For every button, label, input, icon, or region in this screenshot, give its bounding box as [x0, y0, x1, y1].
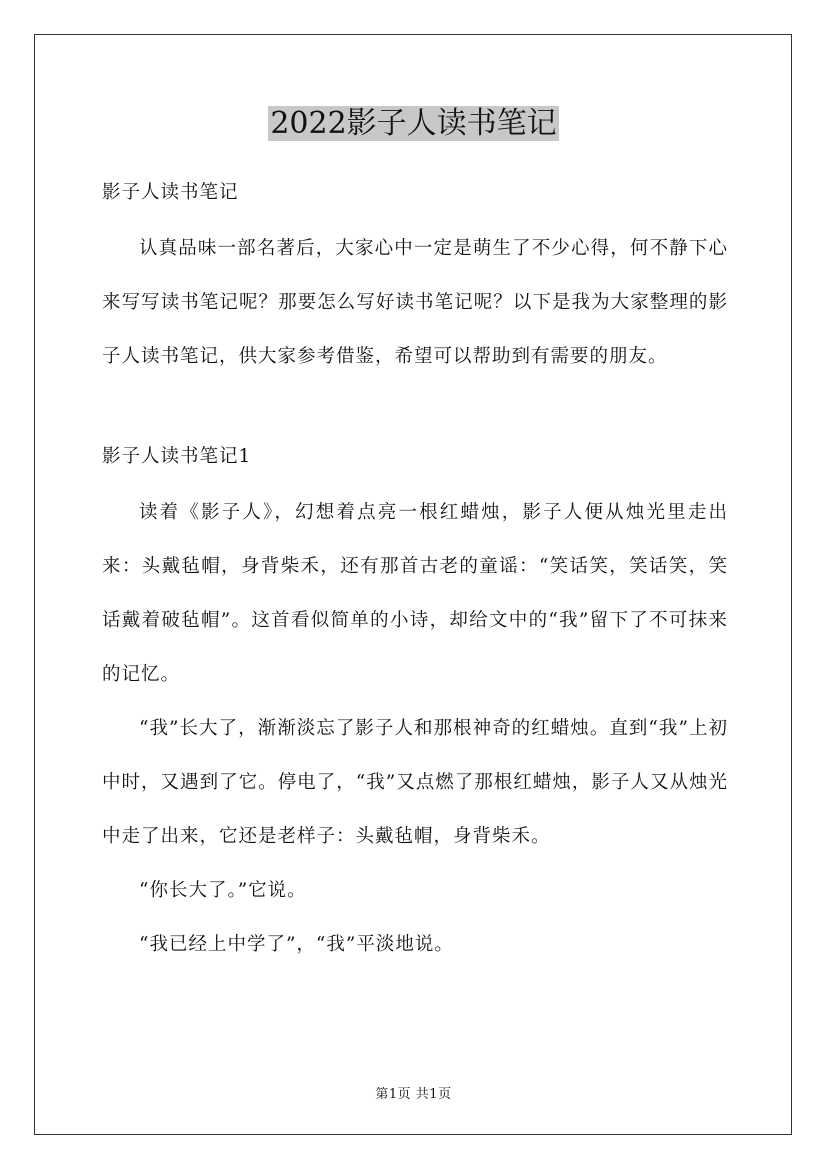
section-1-paragraph: 读着《影子人》，幻想着点亮一根红蜡烛，影子人便从烛光里走出来：头戴毡帽，身背柴禾，还有那首古老的童谣：“笑话笑，笑话笑，笑话戴着破毡帽”。这首看似简单的小诗，却给文中的“我”留下了不可抹来的记忆。 — [102, 502, 728, 685]
page-number-label: 第1页 共1页 — [375, 1087, 452, 1102]
intro-heading: 影子人读书笔记 — [102, 182, 239, 203]
section-1-paragraph: “你长大了。”它说。 — [139, 880, 307, 901]
intro-paragraph: 认真品味一部名著后，大家心中一定是萌生了不少心得，何不静下心来写写读书笔记呢？那要怎么写好读书笔记呢？以下是我为大家整理的影子人读书笔记，供大家参考借鉴，希望可以帮助到有需要的朋友。 — [102, 238, 728, 367]
spacer — [102, 384, 728, 438]
spacer — [102, 476, 728, 486]
spacer — [102, 212, 728, 222]
section-1-paragraph: “我已经上中学了”，“我”平淡地说。 — [139, 934, 454, 955]
section-1-paragraph: “我”长大了，渐渐淡忘了影子人和那根神奇的红蜡烛。直到“我”上初中时，又遇到了它。停电了，“我”又点燃了那根红蜡烛，影子人又从烛光中走了出来，它还是老样子：头戴毡帽，身背柴禾。 — [102, 718, 728, 847]
page-footer — [0, 1083, 827, 1102]
document-title-text: 2022影子人读书笔记 — [270, 106, 557, 141]
document-title — [0, 103, 827, 144]
section-1-heading: 影子人读书笔记1 — [102, 446, 252, 467]
document-body — [102, 174, 728, 972]
